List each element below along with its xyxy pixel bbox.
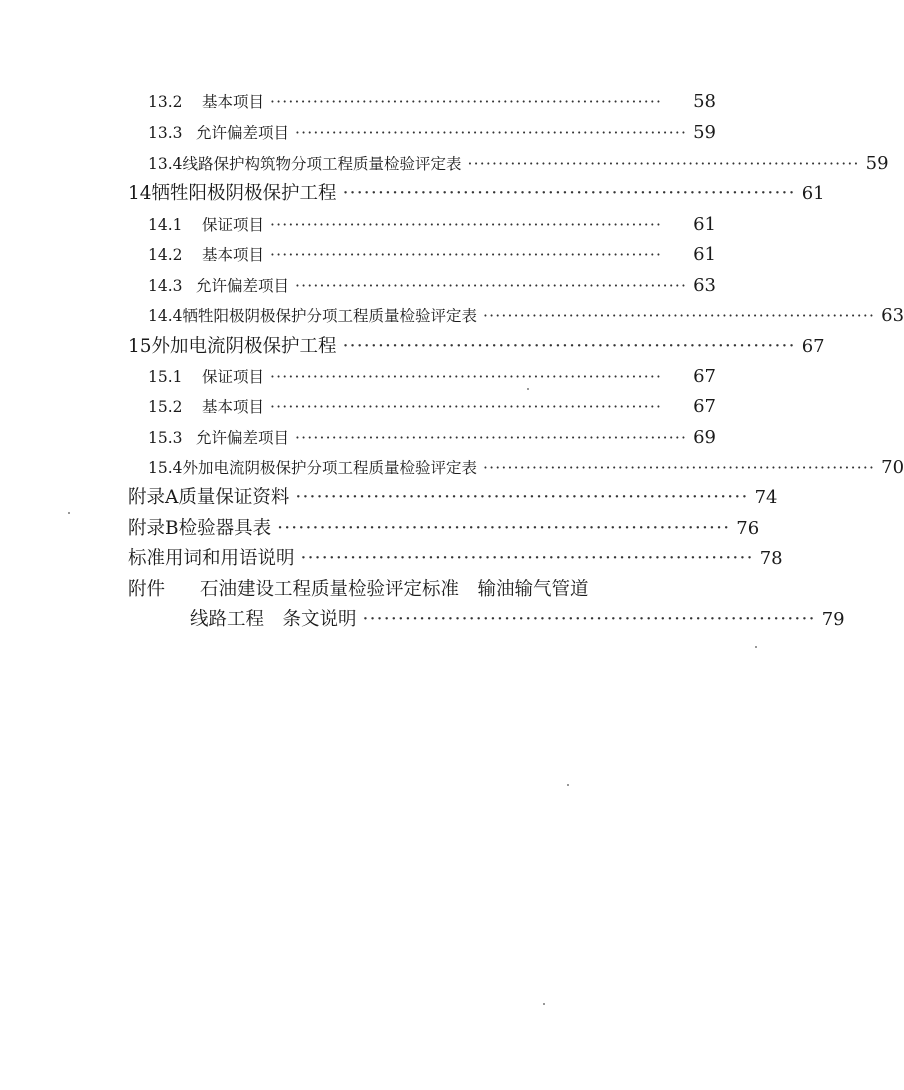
page-number: 67 xyxy=(801,336,825,357)
section-title: 允许偏差项目 xyxy=(195,277,289,295)
dot-leader: ································································ xyxy=(483,459,876,477)
page-number: 74 xyxy=(754,487,778,508)
scan-speck xyxy=(755,646,757,648)
page-number: 61 xyxy=(801,183,825,204)
page-number: 61 xyxy=(693,214,716,235)
dot-leader: ································································ xyxy=(270,398,663,416)
page-number: 76 xyxy=(736,518,760,539)
toc-entry xyxy=(148,86,716,117)
dot-leader: ································································ xyxy=(270,246,663,264)
toc-appendix xyxy=(128,482,778,513)
section-title: 外加电流阴极保护分项工程质量检验评定表 xyxy=(182,459,478,477)
dot-leader: ································································ xyxy=(342,183,796,204)
section-title: 允许偏差项目 xyxy=(195,429,289,447)
section-title: 基本项目 xyxy=(202,93,265,111)
dot-leader: ································································ xyxy=(270,368,663,386)
scan-speck xyxy=(543,1003,545,1005)
section-title: 线路保护构筑物分项工程质量检验评定表 xyxy=(182,155,462,173)
attachment-label: 附件 xyxy=(128,579,166,600)
toc-entry xyxy=(148,117,716,148)
section-number: 14.2 xyxy=(148,246,183,264)
page-number: 78 xyxy=(759,548,783,569)
page-number: 63 xyxy=(693,275,716,296)
page-number: 59 xyxy=(865,153,889,174)
section-title: 基本项目 xyxy=(202,246,265,264)
toc-chapter xyxy=(128,178,825,209)
toc-entry xyxy=(148,209,716,240)
attachment-title-continued: 线路工程 条文说明 xyxy=(190,609,357,630)
dot-leader: ································································ xyxy=(294,277,688,295)
toc-attachment-continuation xyxy=(190,604,845,635)
section-number: 14.3 xyxy=(148,277,183,295)
section-number: 15.4 xyxy=(148,459,183,477)
page-number: 61 xyxy=(693,244,716,265)
dot-leader: ································································ xyxy=(300,548,754,569)
page-number: 67 xyxy=(693,366,716,387)
toc-entry xyxy=(148,361,716,392)
toc-chapter xyxy=(128,331,825,362)
appendix-title: 质量保证资料 xyxy=(178,487,290,508)
dot-leader: ································································ xyxy=(467,155,860,173)
page-number: 69 xyxy=(693,427,716,448)
appendix-label: 附录B xyxy=(128,518,179,539)
section-title: 保证项目 xyxy=(202,216,265,234)
scan-speck xyxy=(68,512,70,514)
section-number: 15.1 xyxy=(148,368,183,386)
toc-appendix xyxy=(128,513,760,544)
section-title: 允许偏差项目 xyxy=(195,124,289,142)
dot-leader: ································································ xyxy=(277,518,731,539)
dot-leader: ································································ xyxy=(342,336,796,357)
section-number: 13.4 xyxy=(148,155,183,173)
dot-leader: ································································ xyxy=(483,307,876,325)
section-title: 保证项目 xyxy=(202,368,265,386)
dot-leader: ································································ xyxy=(270,93,663,111)
section-number: 13.2 xyxy=(148,93,183,111)
appendix-label: 附录A xyxy=(128,487,179,508)
scan-speck xyxy=(527,388,529,390)
attachment-title: 石油建设工程质量检验评定标准 输油输气管道 xyxy=(200,579,589,600)
page-number: 67 xyxy=(693,396,716,417)
toc-entry xyxy=(148,300,904,331)
toc-attachment xyxy=(128,574,716,605)
toc-entry xyxy=(148,239,716,270)
section-number: 13.3 xyxy=(148,124,183,142)
toc-entry xyxy=(148,270,716,301)
page-number: 59 xyxy=(693,122,716,143)
toc-entry xyxy=(148,422,716,453)
chapter-title: 牺牲阳极阴极保护工程 xyxy=(151,183,337,204)
section-title: 基本项目 xyxy=(202,398,265,416)
section-title: 标准用词和用语说明 xyxy=(128,548,295,569)
chapter-number: 15 xyxy=(128,336,152,357)
dot-leader: ································································ xyxy=(270,216,663,234)
appendix-title: 检验器具表 xyxy=(178,518,272,539)
section-number: 14.1 xyxy=(148,216,183,234)
page-number: 70 xyxy=(881,457,904,478)
section-number: 14.4 xyxy=(148,307,183,325)
dot-leader: ································································ xyxy=(362,609,816,630)
dot-leader: ································································ xyxy=(294,429,688,447)
page-number: 79 xyxy=(821,609,845,630)
toc-entry xyxy=(148,452,904,483)
toc-entry xyxy=(128,543,783,574)
page-number: 63 xyxy=(881,305,904,326)
section-title: 牺牲阳极阴极保护分项工程质量检验评定表 xyxy=(182,307,478,325)
section-number: 15.3 xyxy=(148,429,183,447)
chapter-title: 外加电流阴极保护工程 xyxy=(151,336,337,357)
dot-leader: ································································ xyxy=(295,487,749,508)
chapter-number: 14 xyxy=(128,183,152,204)
section-number: 15.2 xyxy=(148,398,183,416)
toc-entry xyxy=(148,391,716,422)
toc-entry xyxy=(148,148,889,179)
page-number: 58 xyxy=(693,91,716,112)
scan-speck xyxy=(567,784,569,786)
dot-leader: ································································ xyxy=(294,124,688,142)
